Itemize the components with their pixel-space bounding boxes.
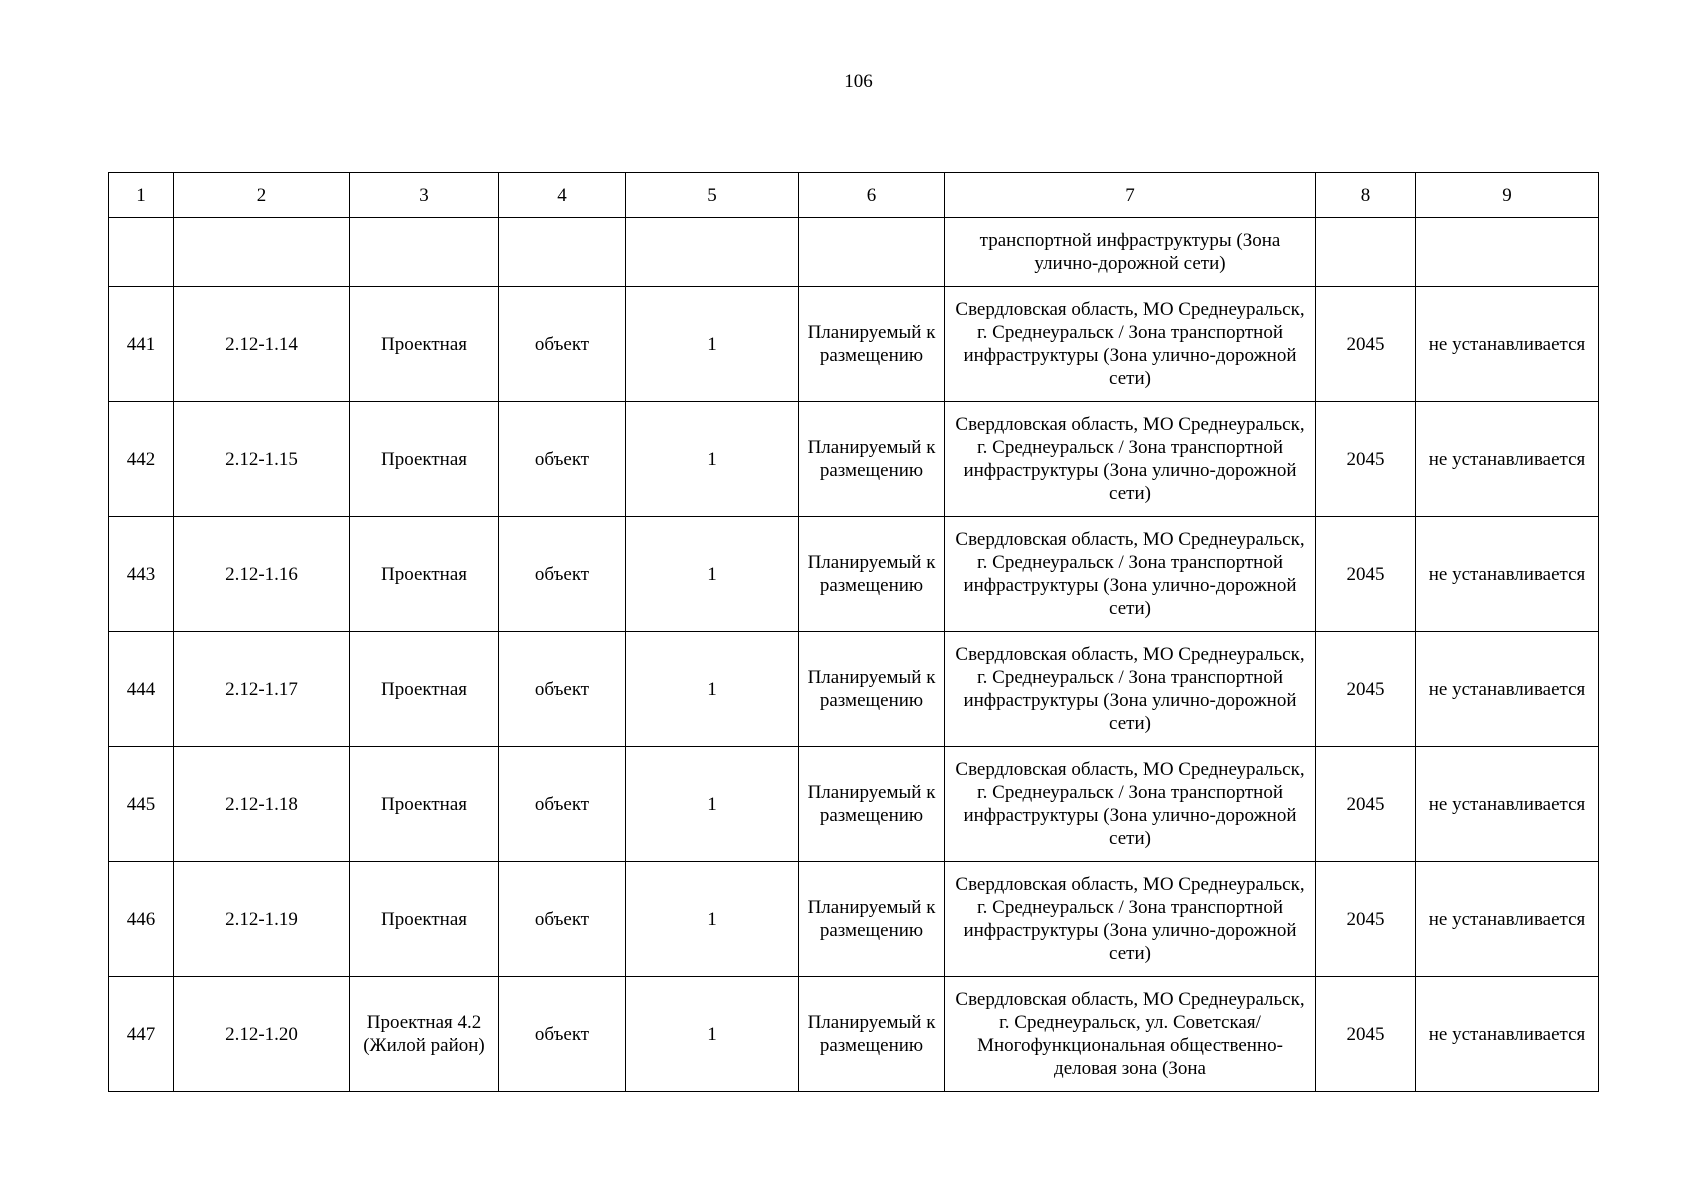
header-cell-3: 3 (350, 173, 499, 218)
row-zone: не устанавливается (1416, 517, 1599, 632)
row-zone: не устанавливается (1416, 747, 1599, 862)
continuation-cell-3 (350, 218, 499, 287)
row-code: 2.12-1.18 (174, 747, 350, 862)
header-cell-5: 5 (626, 173, 799, 218)
planned-objects-table (108, 172, 1599, 1092)
row-status: Планируемый к размещению (799, 517, 945, 632)
row-year: 2045 (1316, 977, 1416, 1092)
row-year: 2045 (1316, 747, 1416, 862)
row-location: Свердловская область, МО Среднеуральск, г. Среднеуральск / Зона транспортной инфраструктуры (Зона улично-дорожной сети) (945, 287, 1316, 402)
row-name: Проектная 4.2 (Жилой район) (350, 977, 499, 1092)
row-location: Свердловская область, МО Среднеуральск, г. Среднеуральск / Зона транспортной инфраструктуры (Зона улично-дорожной сети) (945, 402, 1316, 517)
row-count: 1 (626, 287, 799, 402)
row-name: Проектная (350, 402, 499, 517)
row-year: 2045 (1316, 287, 1416, 402)
header-cell-4: 4 (499, 173, 626, 218)
header-cell-2: 2 (174, 173, 350, 218)
row-status: Планируемый к размещению (799, 287, 945, 402)
table-row (109, 402, 1599, 517)
row-count: 1 (626, 977, 799, 1092)
row-code: 2.12-1.16 (174, 517, 350, 632)
row-location: Свердловская область, МО Среднеуральск, г. Среднеуральск / Зона транспортной инфраструктуры (Зона улично-дорожной сети) (945, 747, 1316, 862)
row-unit: объект (499, 632, 626, 747)
row-number: 446 (109, 862, 174, 977)
row-count: 1 (626, 517, 799, 632)
row-count: 1 (626, 632, 799, 747)
row-status: Планируемый к размещению (799, 862, 945, 977)
row-code: 2.12-1.19 (174, 862, 350, 977)
row-location: Свердловская область, МО Среднеуральск, г. Среднеуральск / Зона транспортной инфраструктуры (Зона улично-дорожной сети) (945, 862, 1316, 977)
row-zone: не устанавливается (1416, 632, 1599, 747)
row-unit: объект (499, 747, 626, 862)
row-name: Проектная (350, 747, 499, 862)
row-unit: объект (499, 517, 626, 632)
row-code: 2.12-1.14 (174, 287, 350, 402)
table-row (109, 517, 1599, 632)
continuation-cell-9 (1416, 218, 1599, 287)
row-number: 442 (109, 402, 174, 517)
row-status: Планируемый к размещению (799, 977, 945, 1092)
row-name: Проектная (350, 287, 499, 402)
row-number: 447 (109, 977, 174, 1092)
row-code: 2.12-1.15 (174, 402, 350, 517)
row-code: 2.12-1.17 (174, 632, 350, 747)
table-body (109, 173, 1599, 1092)
row-zone: не устанавливается (1416, 287, 1599, 402)
row-unit: объект (499, 977, 626, 1092)
header-cell-1: 1 (109, 173, 174, 218)
row-number: 445 (109, 747, 174, 862)
continuation-cell-4 (499, 218, 626, 287)
row-zone: не устанавливается (1416, 977, 1599, 1092)
continuation-cell-2 (174, 218, 350, 287)
table-row (109, 632, 1599, 747)
row-name: Проектная (350, 632, 499, 747)
row-location: Свердловская область, МО Среднеуральск, г. Среднеуральск / Зона транспортной инфраструктуры (Зона улично-дорожной сети) (945, 632, 1316, 747)
row-count: 1 (626, 747, 799, 862)
row-unit: объект (499, 862, 626, 977)
table-row (109, 977, 1599, 1092)
row-number: 444 (109, 632, 174, 747)
row-count: 1 (626, 862, 799, 977)
row-year: 2045 (1316, 632, 1416, 747)
table-row (109, 862, 1599, 977)
row-count: 1 (626, 402, 799, 517)
row-unit: объект (499, 402, 626, 517)
row-name: Проектная (350, 517, 499, 632)
row-location: Свердловская область, МО Среднеуральск, г. Среднеуральск, ул. Советская/Многофункциональная общественно-деловая зона (Зона (945, 977, 1316, 1092)
row-location: Свердловская область, МО Среднеуральск, г. Среднеуральск / Зона транспортной инфраструктуры (Зона улично-дорожной сети) (945, 517, 1316, 632)
continuation-cell-6 (799, 218, 945, 287)
table-row (109, 747, 1599, 862)
continuation-row (109, 218, 1599, 287)
row-unit: объект (499, 287, 626, 402)
row-code: 2.12-1.20 (174, 977, 350, 1092)
continuation-cell-8 (1316, 218, 1416, 287)
header-cell-7: 7 (945, 173, 1316, 218)
row-status: Планируемый к размещению (799, 747, 945, 862)
row-year: 2045 (1316, 517, 1416, 632)
continuation-cell-5 (626, 218, 799, 287)
table-row (109, 287, 1599, 402)
row-zone: не устанавливается (1416, 862, 1599, 977)
row-number: 443 (109, 517, 174, 632)
row-year: 2045 (1316, 862, 1416, 977)
row-status: Планируемый к размещению (799, 402, 945, 517)
continuation-cell-1 (109, 218, 174, 287)
header-cell-6: 6 (799, 173, 945, 218)
header-row (109, 173, 1599, 218)
header-cell-8: 8 (1316, 173, 1416, 218)
row-status: Планируемый к размещению (799, 632, 945, 747)
page-number: 106 (844, 71, 873, 92)
row-name: Проектная (350, 862, 499, 977)
continuation-cell-location: транспортной инфраструктуры (Зона улично-дорожной сети) (945, 218, 1316, 287)
header-cell-9: 9 (1416, 173, 1599, 218)
row-year: 2045 (1316, 402, 1416, 517)
row-number: 441 (109, 287, 174, 402)
row-zone: не устанавливается (1416, 402, 1599, 517)
